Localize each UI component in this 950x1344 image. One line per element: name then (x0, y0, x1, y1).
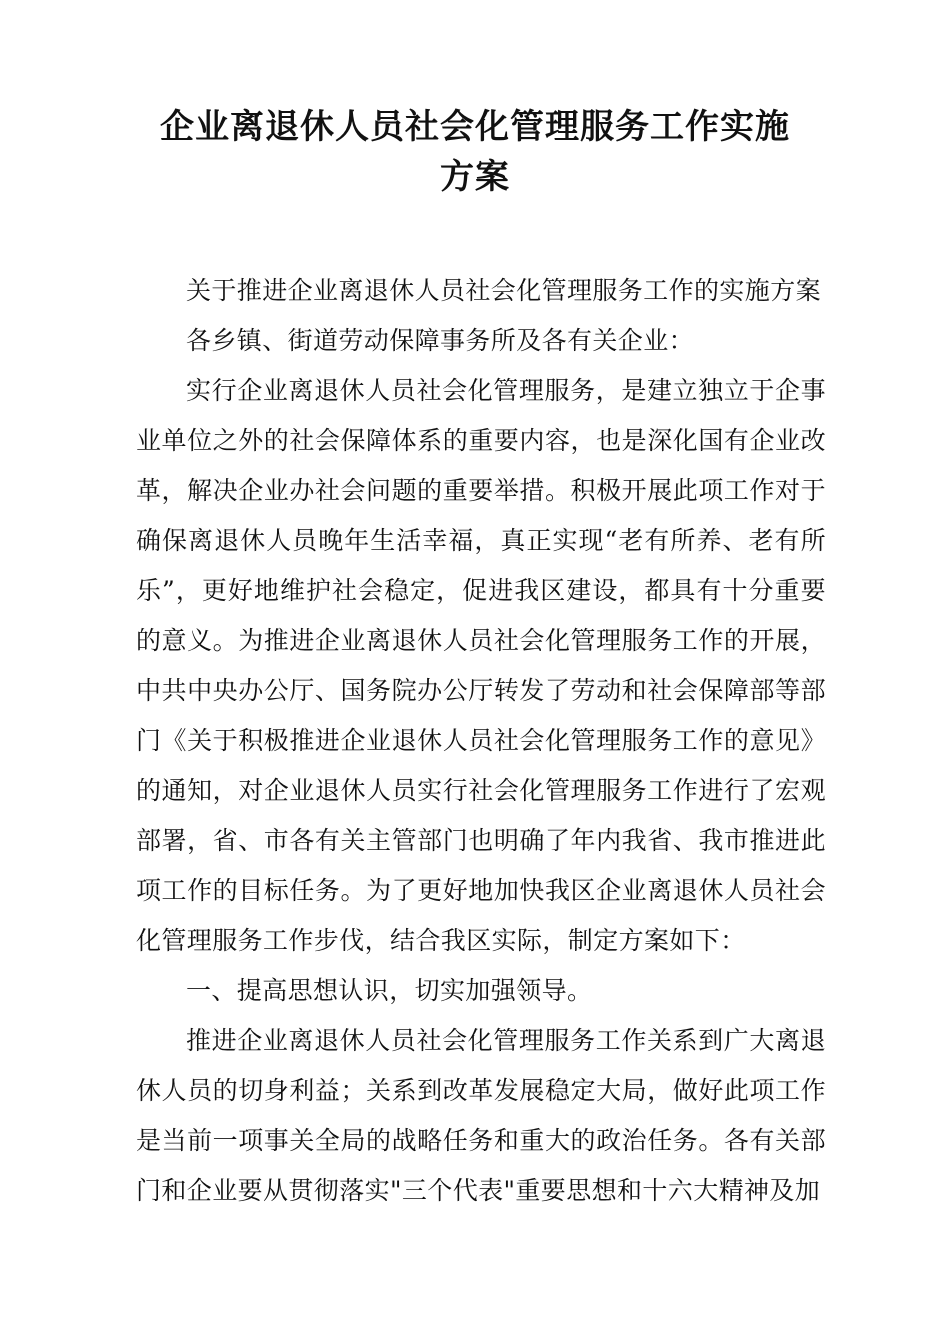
section-1-paragraph (136, 1016, 826, 1216)
document-title-line-1: 企业离退休人员社会化管理服务工作实施 (160, 107, 790, 147)
section-heading-1 (136, 966, 826, 1016)
paragraph-text: 一、提高思想认识，切实加强领导。 (186, 976, 593, 1005)
document-subtitle-paragraph (136, 266, 826, 316)
salutation-paragraph (136, 316, 826, 366)
paragraph-text: 实行企业离退休人员社会化管理服务，是建立独立于企事业单位之外的社会保障体系的重要内容，也是深化国有企业改革，解决企业办社会问题的重要举措。积极开展此项工作对于确保离退休人员晚年生活幸福，真正实现“老有所养、老有所乐”，更好地维护社会稳定，促进我区建设，都具有十分重要的意义。为推进企业离退休人员社会化管理服务工作的开展，中共中央办公厅、国务院办公厅转发了劳动和社会保障部等部门《关于积极推进企业退休人员社会化管理服务工作的意见》的通知，对企业退休人员实行社会化管理服务工作进行了宏观部署，省、市各有关主管部门也明确了年内我省、我市推进此项工作的目标任务。为了更好地加快我区企业离退休人员社会化管理服务工作步伐，结合我区实际，制定方案如下： (136, 376, 826, 955)
document-title-line-2: 方案 (440, 157, 510, 197)
paragraph-text: 推进企业离退休人员社会化管理服务工作关系到广大离退休人员的切身利益；关系到改革发展稳定大局，做好此项工作是当前一项事关全局的战略任务和重大的政治任务。各有关部门和企业要从贯彻落实"三个代表"重要思想和十六大精神及加 (136, 1026, 826, 1205)
paragraph-text: 关于推进企业离退休人员社会化管理服务工作的实施方案 (186, 276, 822, 305)
paragraph-text: 各乡镇、街道劳动保障事务所及各有关企业： (186, 326, 695, 355)
intro-paragraph (136, 366, 826, 966)
